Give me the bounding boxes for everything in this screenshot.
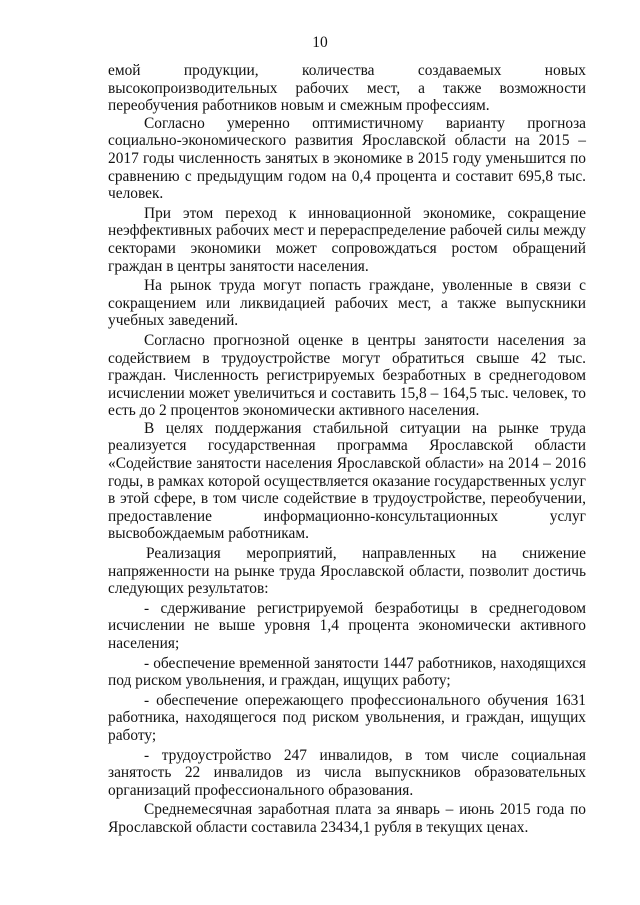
paragraph-continuation: емой продукции, количества создаваемых новых высокопроизводительных рабочих мест, а также возможности переобучения работников новым и смежным профессиям.: [108, 62, 586, 115]
list-item: - сдерживание регистрируемой безработицы в среднегодовом исчислении не выше уровня 1,4 процента экономически активного населения;: [108, 599, 586, 652]
list-item: - обеспечение временной занятости 1447 работников, находящихся под риском увольнения, и граждан, ищущих работу;: [108, 654, 586, 690]
page-number: 10: [312, 34, 328, 51]
paragraph-employment-forecast: Согласно умеренно оптимистичному варианту прогноза социально-экономического развития Ярославской области на 2015 – 2017 годы численность занятых в экономике в 2015 году уменьшится по сравнению с предыдущим годом на 0,4 процента и составит 695,8 тыс. человек.: [108, 114, 586, 203]
list-item: - трудоустройство 247 инвалидов, в том числе социальная занятость 22 инвалидов из числа выпускников образовательных организаций профессионального образования.: [108, 746, 586, 799]
list-item: - обеспечение опережающего профессионального обучения 1631 работника, находящегося под риском увольнения, и граждан, ищущих работу;: [108, 691, 586, 744]
paragraph-unemployment-forecast: Согласно прогнозной оценке в центры занятости населения за содействием в трудоустройстве могут обратиться свыше 42 тыс. граждан. Численность регистрируемых безработных в среднегодовом исчислении может увеличиться и составить 15,8 – 164,5 тыс. человек, то есть до 2 процентов экономически активного населения.: [108, 331, 586, 420]
document-body: [108, 62, 586, 837]
paragraph-average-salary: Среднемесячная заработная плата за январь – июнь 2015 года по Ярославской области составила 23434,1 рубля в текущих ценах.: [108, 801, 586, 836]
paragraph-innovation-transition: При этом переход к инновационной экономике, сокращение неэффективных рабочих мест и перераспределение рабочей силы между секторами экономики может сопровождаться ростом обращений граждан в центры занятости населения.: [108, 204, 586, 275]
paragraph-state-program: В целях поддержания стабильной ситуации на рынке труда реализуется государственная программа Ярославской области «Содействие занятости населения Ярославской области» на 2014 – 2016 годы, в рамках которой осуществляется оказание государственных услуг в этой сфере, в том числе содействие в трудоустройстве, переобучении, предоставление информационно-консультационных услуг высвобождаемым работникам.: [108, 419, 586, 543]
paragraph-labor-market-entrants: На рынок труда могут попасть граждане, уволенные в связи с сокращением или ликвидацией рабочих мест, а также выпускники учебных заведений.: [108, 277, 586, 330]
paragraph-expected-results: Реализация мероприятий, направленных на снижение напряженности на рынке труда Ярославской области, позволит достичь следующих результатов:: [108, 545, 586, 598]
